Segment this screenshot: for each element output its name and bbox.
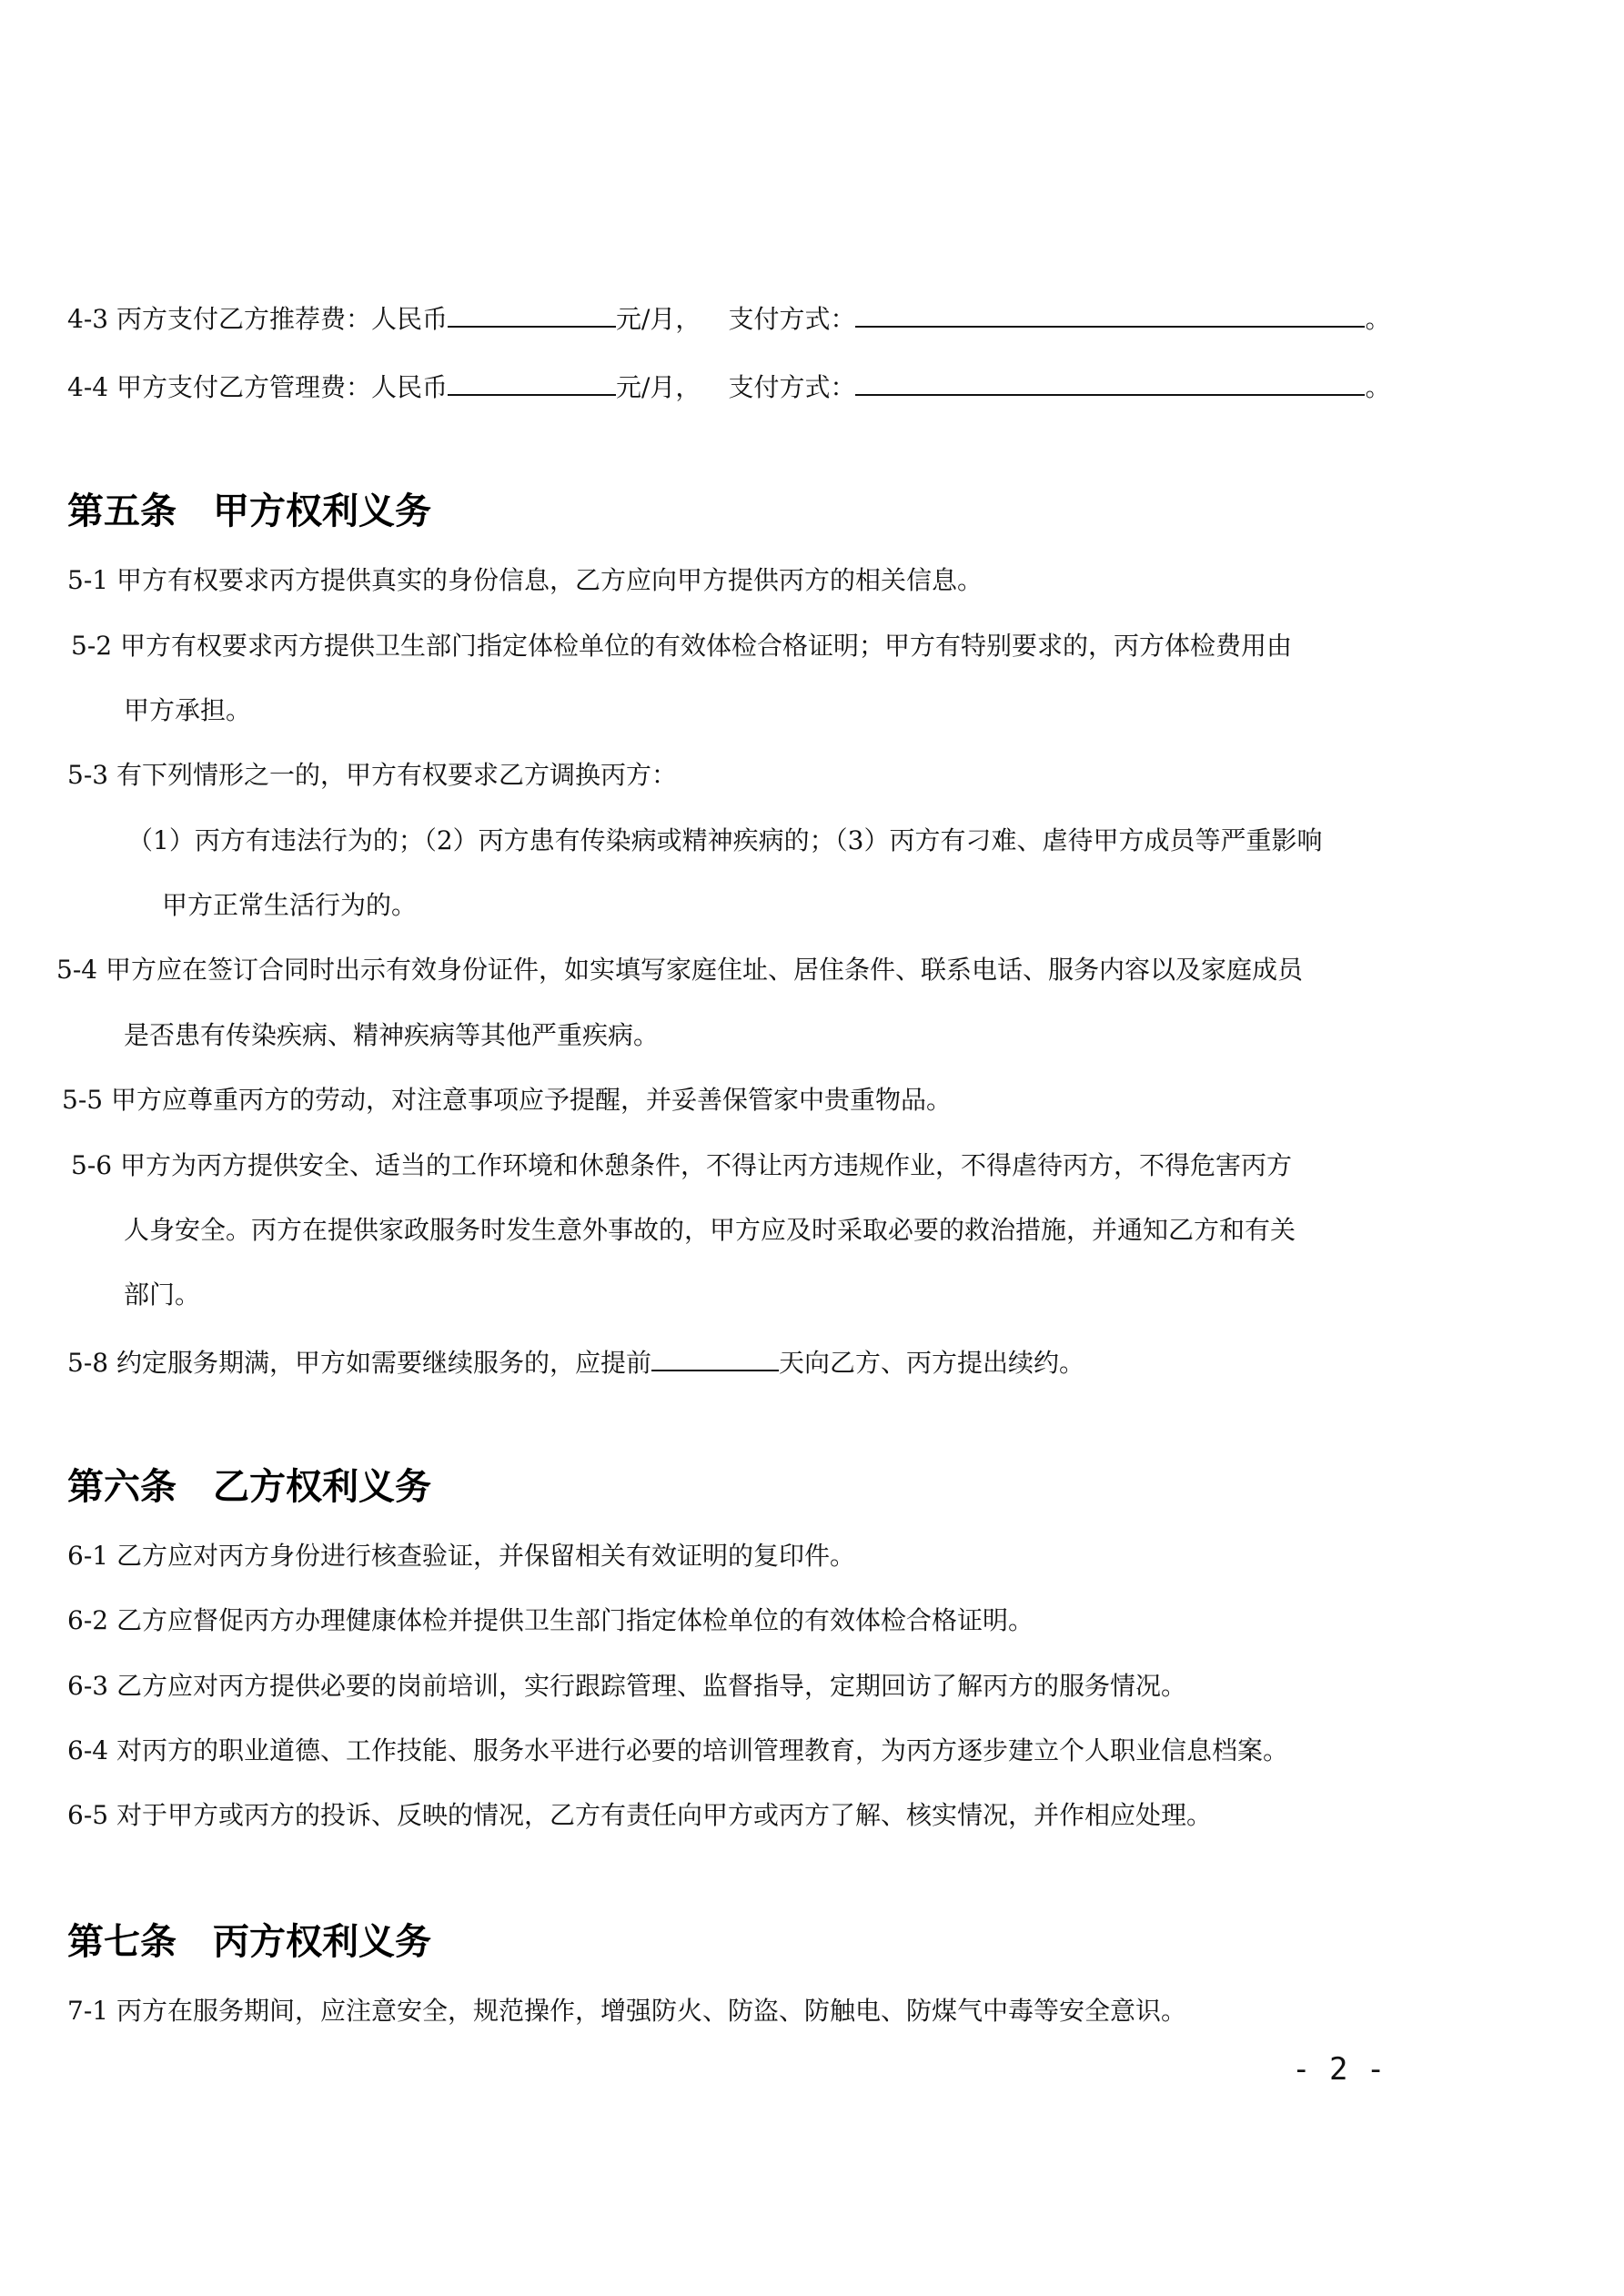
clause-4-4-end: 。: [1365, 372, 1391, 402]
page-number: - 2 -: [1292, 2051, 1386, 2088]
clause-4-4-prefix: 4-4 甲方支付乙方管理费：人民币: [67, 372, 448, 402]
clause-4-4-unit: 元/月，: [616, 372, 701, 402]
clause-5-3: 5-3 有下列情形之一的，甲方有权要求乙方调换丙方：: [67, 760, 677, 790]
clause-5-6: 5-6 甲方为丙方提供安全、适当的工作环境和休憩条件，不得让丙方违规作业，不得虐待丙方，不得危害丙方: [71, 1150, 1292, 1180]
clause-4-3: [67, 298, 1390, 338]
days-blank: [651, 1342, 779, 1371]
clause-5-8-prefix: 5-8 约定服务期满，甲方如需要继续服务的，应提前: [67, 1348, 651, 1378]
clause-5-1: 5-1 甲方有权要求丙方提供真实的身份信息，乙方应向甲方提供丙方的相关信息。: [67, 565, 983, 595]
section-7-heading: 第七条 丙方权利义务: [67, 1921, 431, 1963]
clause-4-4: [67, 367, 1390, 406]
clause-6-5: 6-5 对于甲方或丙方的投诉、反映的情况，乙方有责任向甲方或丙方了解、核实情况，并作相应处理。: [67, 1800, 1212, 1830]
clause-5-8: [67, 1342, 1084, 1381]
clause-4-3-prefix: 4-3 丙方支付乙方推荐费：人民币: [67, 304, 448, 334]
clause-5-4: 5-4 甲方应在签订合同时出示有效身份证件，如实填写家庭住址、居住条件、联系电话、服务内容以及家庭成员: [56, 955, 1303, 985]
fee-amount-blank: [448, 367, 616, 396]
clause-4-3-pay-label: 支付方式：: [728, 304, 856, 334]
clause-6-4: 6-4 对丙方的职业道德、工作技能、服务水平进行必要的培训管理教育，为丙方逐步建立个人职业信息档案。: [67, 1735, 1288, 1765]
payment-method-blank: [855, 298, 1365, 328]
clause-5-6-cont2: 部门。: [124, 1279, 201, 1310]
clause-4-4-pay-label: 支付方式：: [728, 372, 856, 402]
clause-5-6-cont: 人身安全。丙方在提供家政服务时发生意外事故的，甲方应及时采取必要的救治措施，并通知乙方和有关: [124, 1215, 1296, 1245]
fee-amount-blank: [448, 298, 616, 328]
clause-4-3-unit: 元/月，: [616, 304, 701, 334]
clause-5-5: 5-5 甲方应尊重丙方的劳动，对注意事项应予提醒，并妥善保管家中贵重物品。: [62, 1085, 952, 1115]
clause-4-3-end: 。: [1365, 304, 1391, 334]
clause-6-2: 6-2 乙方应督促丙方办理健康体检并提供卫生部门指定体检单位的有效体检合格证明。: [67, 1605, 1034, 1635]
section-6-heading: 第六条 乙方权利义务: [67, 1466, 431, 1508]
clause-5-2: 5-2 甲方有权要求丙方提供卫生部门指定体检单位的有效体检合格证明；甲方有特别要求的，丙方体检费用由: [71, 631, 1292, 661]
clause-5-4-cont: 是否患有传染疾病、精神疾病等其他严重疾病。: [124, 1020, 660, 1050]
clause-5-3-list-cont: 甲方正常生活行为的。: [162, 890, 418, 920]
clause-6-3: 6-3 乙方应对丙方提供必要的岗前培训，实行跟踪管理、监督指导，定期回访了解丙方的服务情况。: [67, 1671, 1186, 1701]
payment-method-blank: [855, 367, 1365, 396]
clause-5-3-list: （1）丙方有违法行为的；（2）丙方患有传染病或精神疾病的；（3）丙方有刁难、虐待甲方成员等严重影响: [127, 825, 1323, 855]
clause-6-1: 6-1 乙方应对丙方身份进行核查验证，并保留相关有效证明的复印件。: [67, 1541, 855, 1571]
clause-7-1: 7-1 丙方在服务期间，应注意安全，规范操作，增强防火、防盗、防触电、防煤气中毒等安全意识。: [67, 1996, 1186, 2026]
clause-5-2-cont: 甲方承担。: [124, 695, 252, 725]
clause-5-8-suffix: 天向乙方、丙方提出续约。: [779, 1348, 1085, 1378]
section-5-heading: 第五条 甲方权利义务: [67, 491, 431, 532]
